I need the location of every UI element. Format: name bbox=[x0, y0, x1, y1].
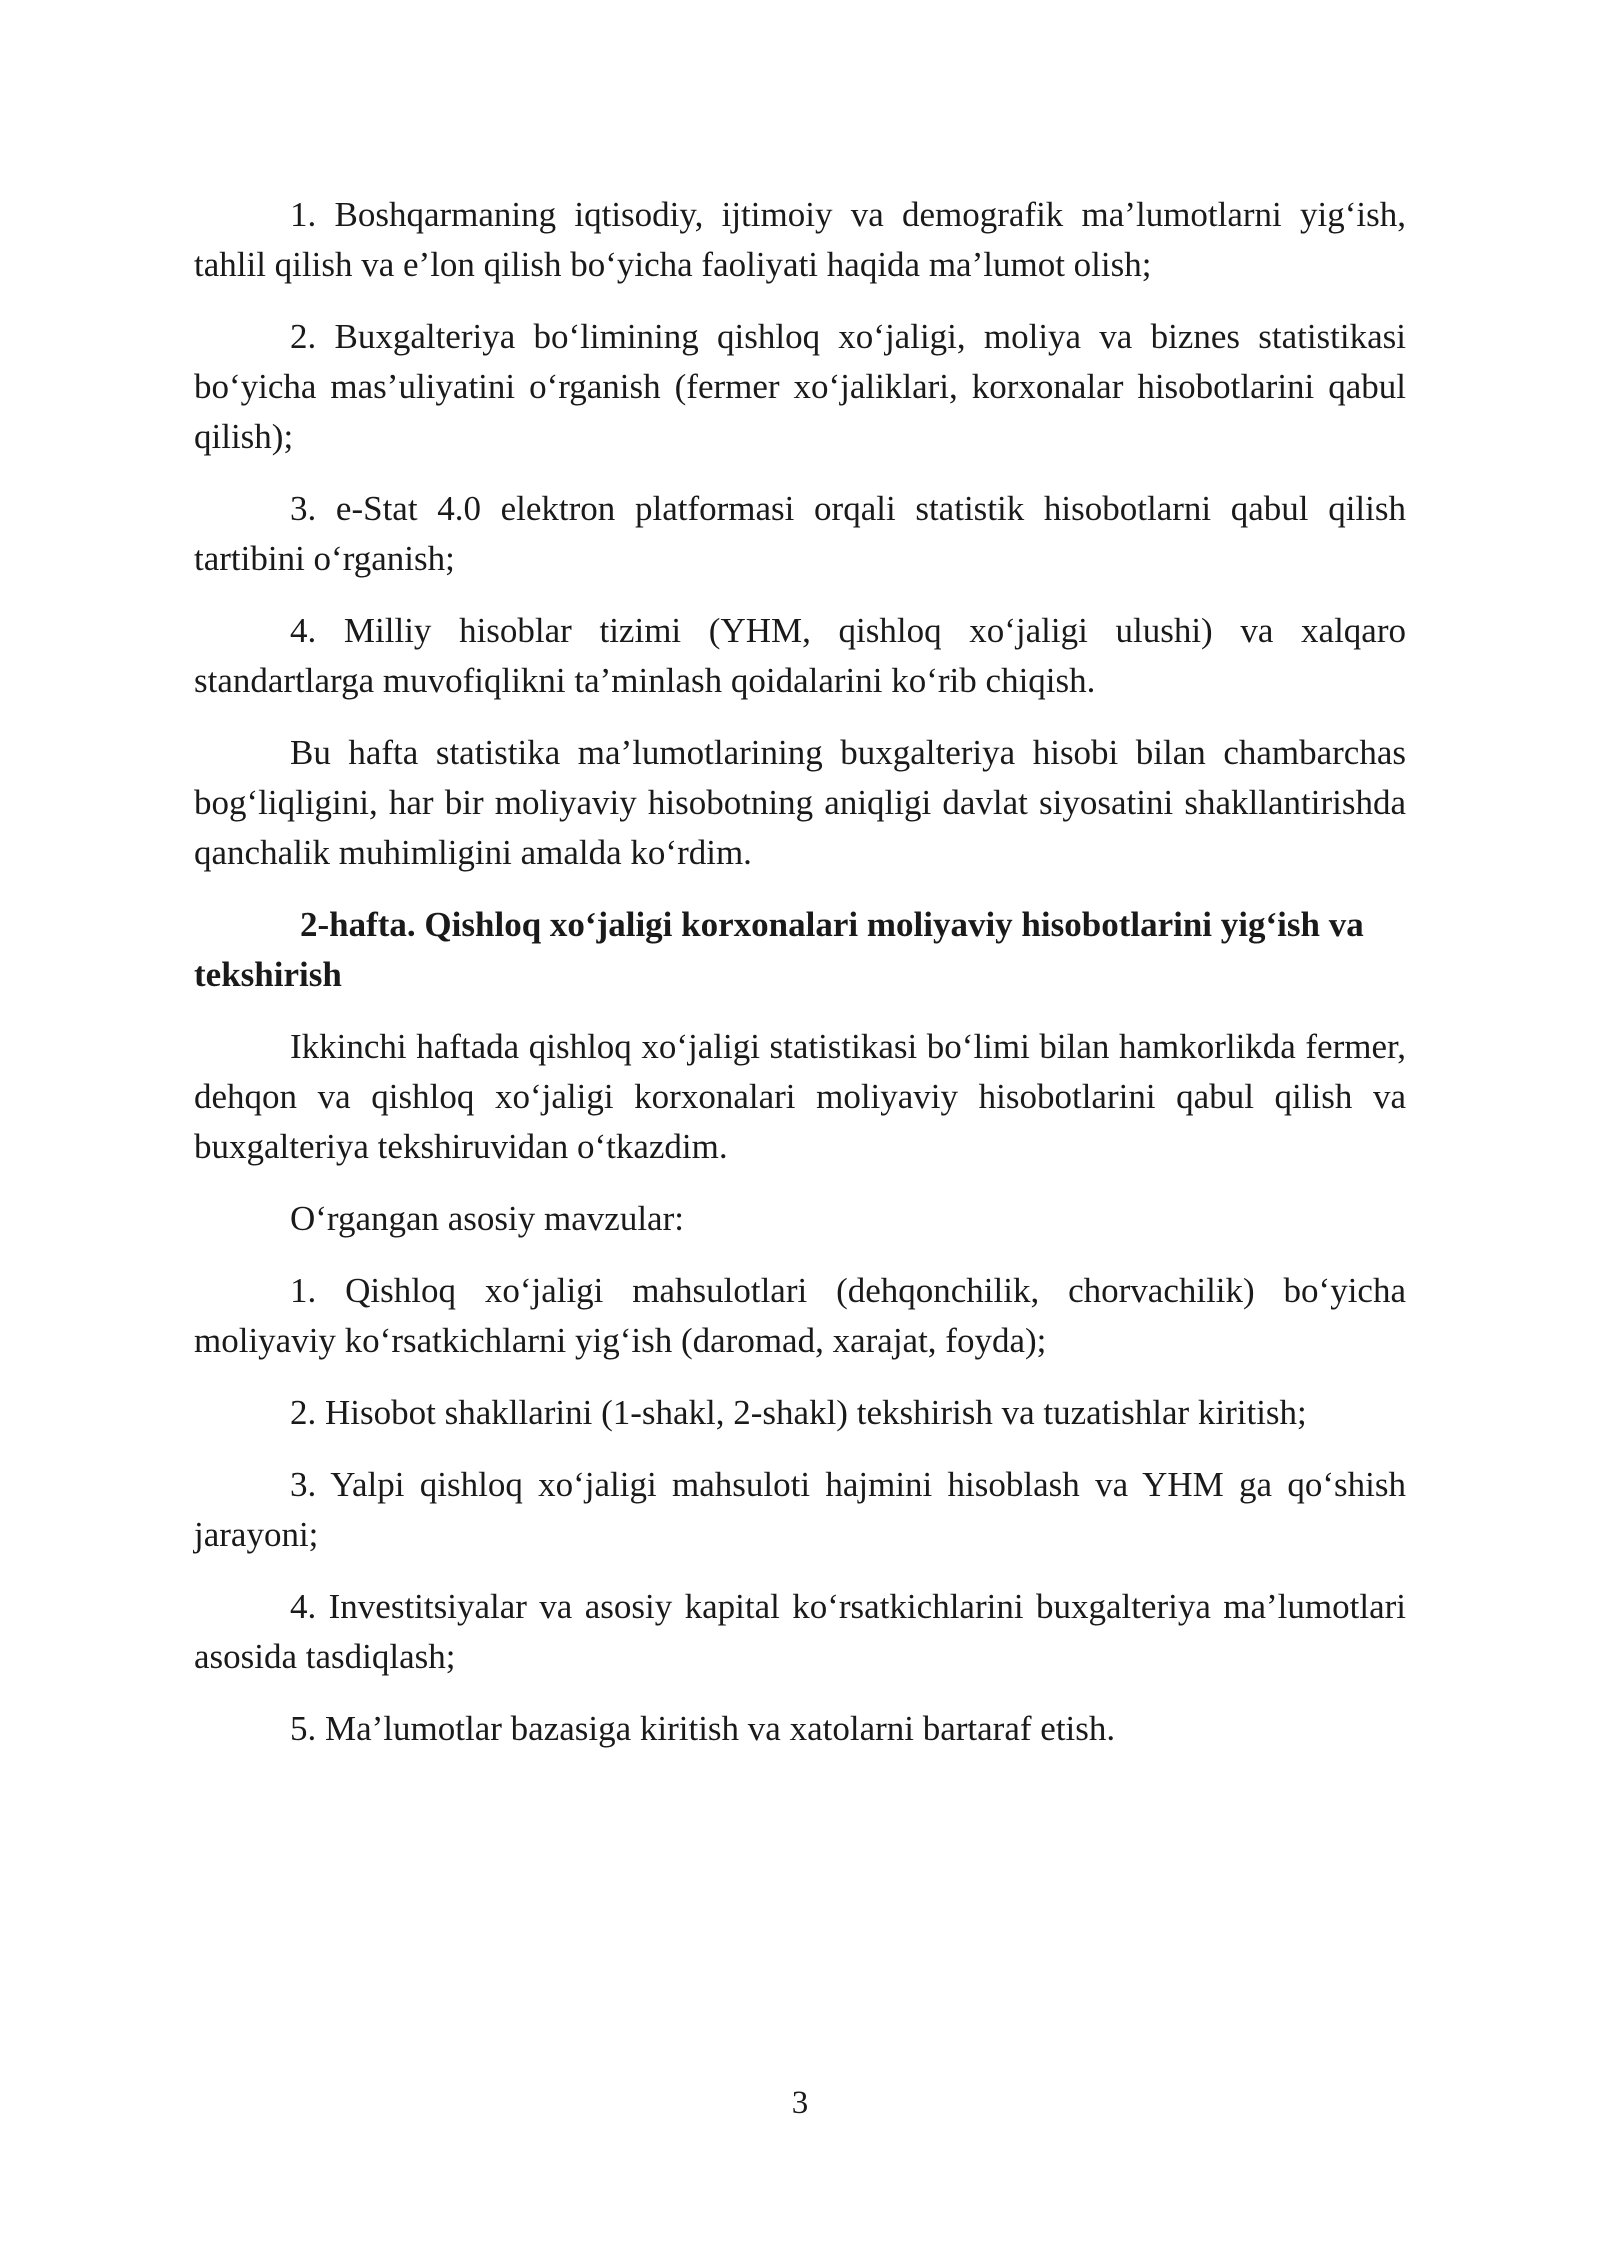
week1-list-item-3: 3. e-Stat 4.0 elektron platformasi orqali statistik hisobotlarni qabul qilish tartibini o‘rganish; bbox=[194, 489, 1406, 578]
week2-heading: 2-hafta. Qishloq xo‘jaligi korxonalari moliyaviy hisobotlarini yig‘ish va tekshirish bbox=[194, 905, 1364, 994]
week1-list-item-2: 2. Buxgalteriya bo‘limining qishloq xo‘jaligi, moliya va biznes statistikasi bo‘yicha mas’uliyatini o‘rganish (fermer xo‘jaliklari, korxonalar hisobotlarini qabul qilish); bbox=[194, 317, 1406, 456]
document-page bbox=[194, 190, 1406, 1776]
week2-list-item-1: 1. Qishloq xo‘jaligi mahsulotlari (dehqonchilik, chorvachilik) bo‘yicha moliyaviy ko‘rsatkichlarni yig‘ish (daromad, xarajat, foyda); bbox=[194, 1271, 1406, 1360]
week1-list-item-4: 4. Milliy hisoblar tizimi (YHM, qishloq xo‘jaligi ulushi) va xalqaro standartlarga muvofiqlikni ta’minlash qoidalarini ko‘rib chiqish. bbox=[194, 611, 1406, 700]
week2-list-item-4: 4. Investitsiyalar va asosiy kapital ko‘rsatkichlarini buxgalteriya ma’lumotlari asosida tasdiqlash; bbox=[194, 1587, 1406, 1676]
week1-summary: Bu hafta statistika ma’lumotlarining buxgalteriya hisobi bilan chambarchas bog‘liqligini, har bir moliyaviy hisobotning aniqligi davlat siyosatini shakllantirishda qanchalik muhimligini amalda ko‘rdim. bbox=[194, 733, 1406, 872]
week2-topics-label: O‘rgangan asosiy mavzular: bbox=[290, 1199, 684, 1238]
week2-list-item-5: 5. Ma’lumotlar bazasiga kiritish va xatolarni bartaraf etish. bbox=[290, 1709, 1116, 1748]
week2-list-item-2: 2. Hisobot shakllarini (1-shakl, 2-shakl) tekshirish va tuzatishlar kiritish; bbox=[290, 1393, 1307, 1432]
week2-list-item-3: 3. Yalpi qishloq xo‘jaligi mahsuloti hajmini hisoblash va YHM ga qo‘shish jarayoni; bbox=[194, 1465, 1406, 1554]
week1-list-item-1: 1. Boshqarmaning iqtisodiy, ijtimoiy va demografik ma’lumotlarni yig‘ish, tahlil qilish va e’lon qilish bo‘yicha faoliyati haqida ma’lumot olish; bbox=[194, 195, 1406, 284]
week2-intro: Ikkinchi haftada qishloq xo‘jaligi statistikasi bo‘limi bilan hamkorlikda fermer, dehqon va qishloq xo‘jaligi korxonalari moliyaviy hisobotlarini qabul qilish va buxgalteriya tekshiruvidan o‘tkazdim. bbox=[194, 1027, 1406, 1166]
page-number: 3 bbox=[791, 2085, 809, 2121]
